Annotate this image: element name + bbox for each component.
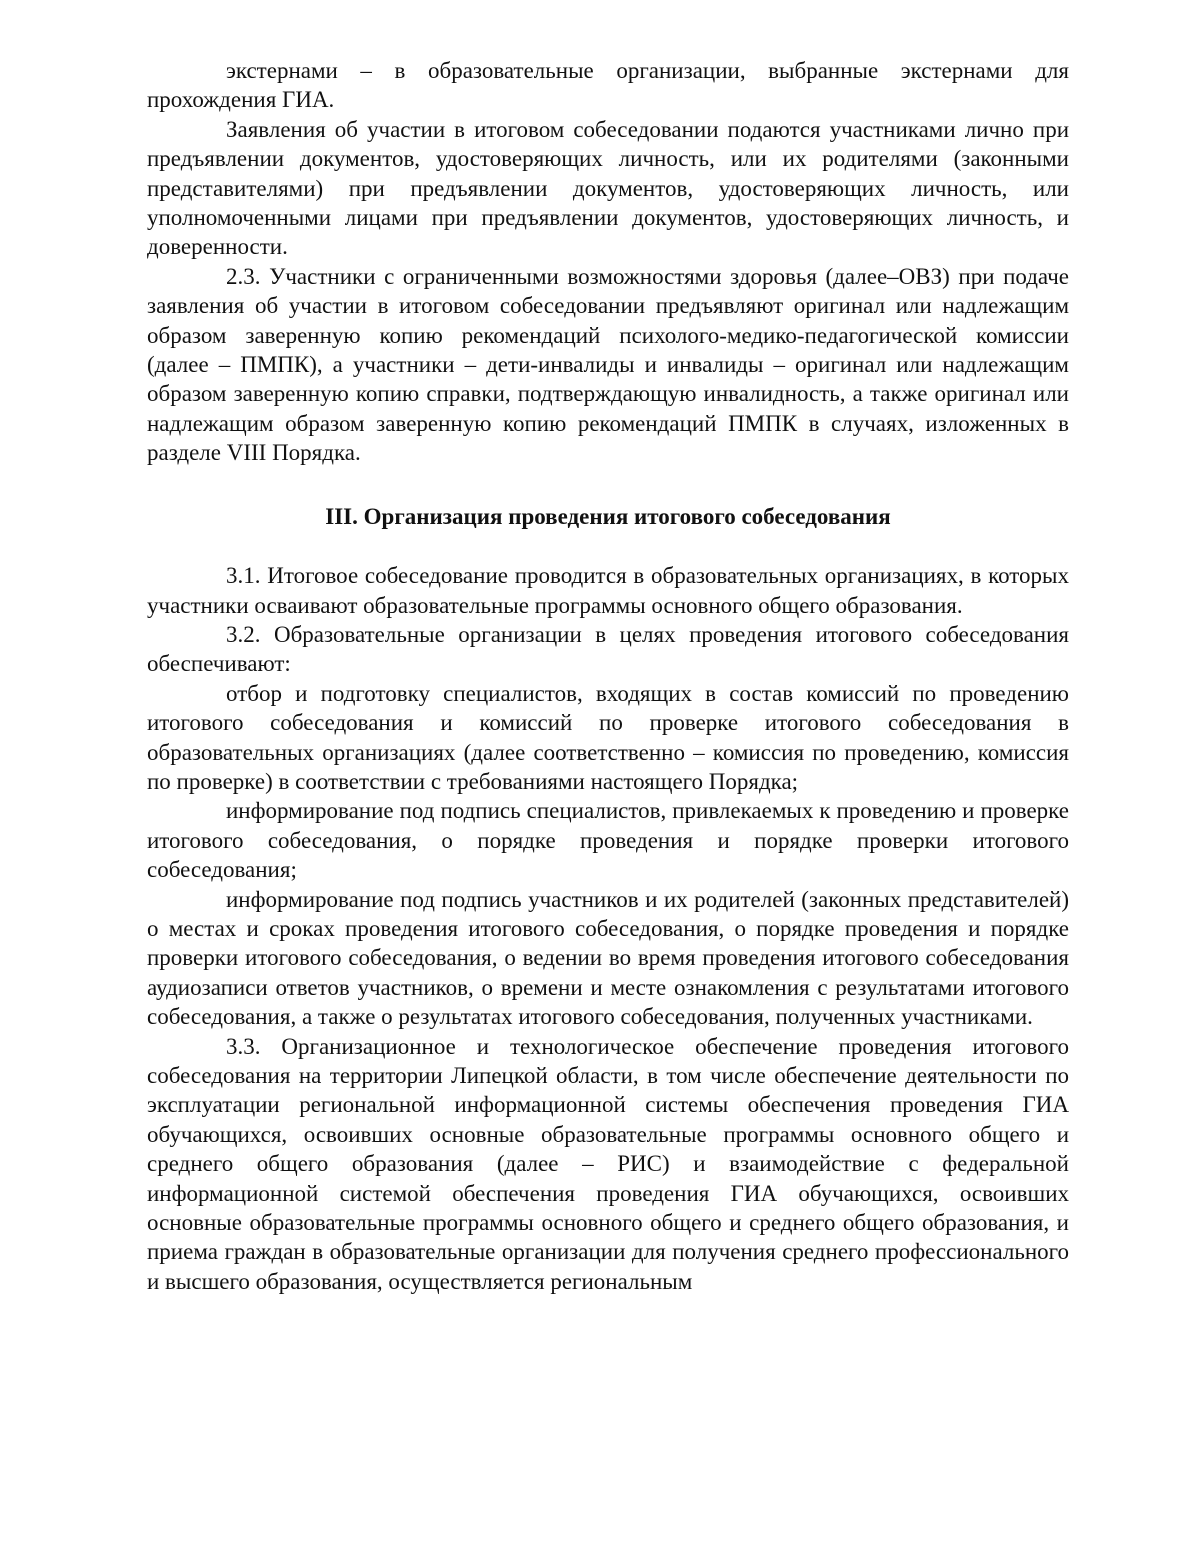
paragraph-externs: экстернами – в образовательные организации, выбранные экстернами для прохождения ГИА. bbox=[147, 58, 1069, 113]
document-page bbox=[147, 56, 1069, 1296]
paragraph-3-1: 3.1. Итоговое собеседование проводится в образовательных организациях, в которых участники осваивают образовательные программы основного общего образования. bbox=[147, 563, 1069, 618]
paragraph-2-3: 2.3. Участники с ограниченными возможностями здоровья (далее–ОВЗ) при подаче заявления об участии в итоговом собеседовании предъявляют оригинал или надлежащим образом заверенную копию рекомендаций психолого-медико-педагогической комиссии (далее – ПМПК), а участники – дети-инвалиды и инвалиды – оригинал или надлежащим образом заверенную копию справки, подтверждающую инвалидность, а также оригинал или надлежащим образом заверенную копию рекомендаций ПМПК в случаях, изложенных в разделе VIII Порядка. bbox=[147, 263, 1069, 466]
paragraph-applications: Заявления об участии в итоговом собеседовании подаются участниками лично при предъявлении документов, удостоверяющих личность, или их родителями (законными представителями) при предъявлении документов, удостоверяющих личность, или уполномоченными лицами при предъявлении документов, удостоверяющих личность, и доверенности. bbox=[147, 116, 1069, 260]
section-heading: III. Организация проведения итогового собеседования bbox=[325, 503, 891, 529]
paragraph-inform-participants: информирование под подпись участников и их родителей (законных представителей) о местах и сроках проведения итогового собеседования, о порядке проведения и порядке проверки итогового собеседования, о ведении во время проведения итогового собеседования аудиозаписи ответов участников, о времени и месте ознакомления с результатами итогового собеседования, а также о результатах итогового собеседования, полученных участниками. bbox=[147, 886, 1069, 1030]
paragraph-3-2: 3.2. Образовательные организации в целях проведения итогового собеседования обеспечивают: bbox=[147, 621, 1069, 677]
paragraph-selection: отбор и подготовку специалистов, входящих в состав комиссий по проведению итогового собеседования и комиссий по проверке итогового собеседования в образовательных организациях (далее соответственно – комиссия по проведению, комиссия по проверке) в соответствии с требованиями настоящего Порядка; bbox=[147, 680, 1069, 794]
paragraph-3-3: 3.3. Организационное и технологическое обеспечение проведения итогового собеседования на территории Липецкой области, в том числе обеспечение деятельности по эксплуатации региональной информационной системы обеспечения проведения ГИА обучающихся, освоивших основные образовательные программы основного общего и среднего общего образования (далее – РИС) и взаимодействие с федеральной информационной системой обеспечения проведения ГИА обучающихся, освоивших основные образовательные программы основного общего и среднего общего образования, и приема граждан в образовательные организации для получения среднего профессионального и высшего образования, осуществляется региональным bbox=[147, 1033, 1069, 1294]
paragraph-inform-specialists: информирование под подпись специалистов, привлекаемых к проведению и проверке итогового собеседования, о порядке проведения и порядке проверки итогового собеседования; bbox=[147, 798, 1069, 883]
